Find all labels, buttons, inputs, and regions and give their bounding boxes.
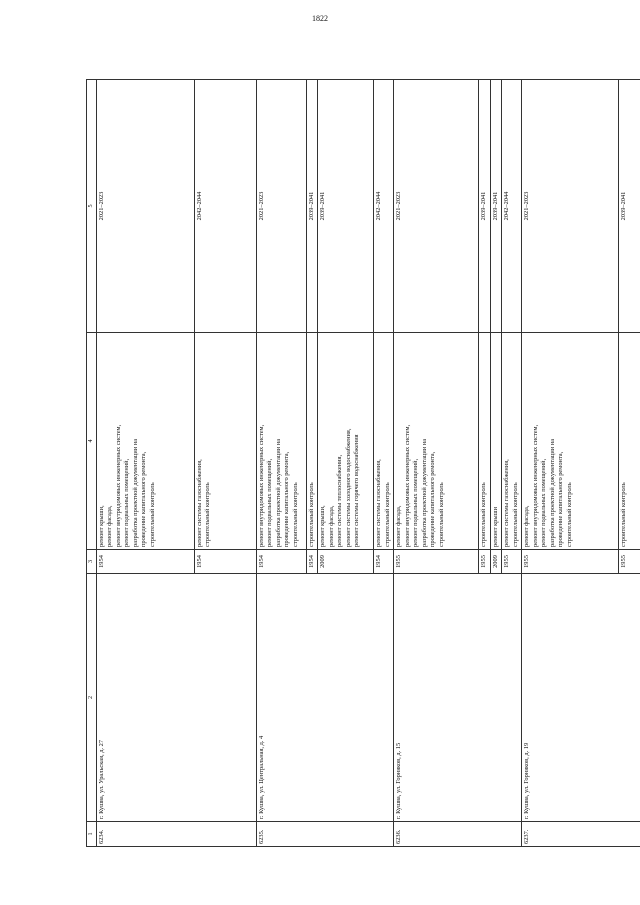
work-item: ремонт фасада,	[395, 505, 403, 547]
year-cell: 1955	[479, 550, 490, 574]
work-item: ремонт фасада,	[523, 505, 531, 547]
year-cell: 1955	[502, 550, 522, 574]
period-cell: 2039–2041	[619, 80, 640, 333]
year-cell: 1955	[522, 550, 619, 574]
page-number: 1822	[312, 14, 328, 23]
work-item: ремонт системы газоснабжения,	[196, 459, 203, 547]
works-cell	[257, 333, 307, 550]
work-item: строительный контроль	[308, 482, 315, 547]
period-cell: 2039–2041	[479, 80, 490, 333]
work-item: ремонт фасада,	[327, 505, 335, 547]
address-cell: г. Кушва, ул. Горняков, д. 15	[394, 574, 522, 822]
works-cell	[394, 333, 479, 550]
capital-repair-table	[86, 79, 640, 847]
header-cell: 3	[87, 550, 97, 574]
work-item: проведение капитального ремонта,	[140, 451, 148, 547]
work-item: разработка проектной документации на	[131, 438, 139, 547]
works-cell	[479, 333, 490, 550]
header-row	[87, 80, 97, 847]
work-item: ремонт системы холодного водоснабжения,	[344, 428, 352, 547]
work-item: ремонт внутридомовых инженерных систем,	[114, 424, 122, 547]
work-item: проведение капитального ремонта,	[283, 451, 291, 547]
year-cell: 2009	[490, 550, 501, 574]
work-item: ремонт крыши,	[319, 505, 327, 547]
work-item: строительный контроль	[511, 482, 519, 547]
table-row	[522, 80, 619, 847]
works-cell	[307, 333, 318, 550]
period-cell: 2021–2023	[257, 80, 307, 333]
row-number: 6234.	[97, 822, 257, 847]
header-cell: 5	[87, 80, 97, 333]
year-cell: 1954	[307, 550, 318, 574]
work-item: строительный контроль	[383, 482, 391, 547]
work-item: ремонт внутридомовых инженерных систем,	[258, 424, 265, 547]
work-item: ремонт внутридомовых инженерных систем,	[403, 424, 411, 547]
period-cell: 2021–2023	[394, 80, 479, 333]
works-cell	[318, 333, 374, 550]
work-item: ремонт подвальных помещений,	[412, 458, 420, 547]
table-row	[97, 80, 195, 847]
address-cell: г. Кушва, ул. Центральная, д. 4	[257, 574, 394, 822]
work-item: строительный контроль	[291, 482, 299, 547]
period-cell: 2021–2023	[522, 80, 619, 333]
work-item: строительный контроль	[148, 482, 156, 547]
work-item: ремонт фасада,	[106, 505, 114, 547]
work-item: разработка проектной документации на	[420, 438, 428, 547]
year-cell: 1954	[257, 550, 307, 574]
period-cell: 2021–2023	[97, 80, 195, 333]
work-item: проведение капитального ремонта,	[429, 451, 437, 547]
year-cell: 1955	[619, 550, 640, 574]
work-item: строительный контроль	[620, 482, 628, 547]
row-number: 6237.	[522, 822, 640, 847]
period-cell: 2039–2041	[490, 80, 501, 333]
year-cell: 1955	[394, 550, 479, 574]
header-cell: 4	[87, 333, 97, 550]
work-item: ремонт системы горячего водоснабжения	[353, 434, 361, 547]
work-item: разработка проектной документации на	[548, 438, 556, 547]
row-number: 6236.	[394, 822, 522, 847]
rotated-table-wrapper	[86, 80, 628, 847]
works-cell	[374, 333, 394, 550]
work-item: проведение капитального ремонта,	[557, 451, 565, 547]
period-cell: 2039–2041	[318, 80, 374, 333]
works-cell	[195, 333, 257, 550]
work-item: ремонт системы газоснабжения,	[503, 459, 511, 547]
table-row	[394, 80, 479, 847]
table-row	[257, 80, 307, 847]
address-cell: г. Кушва, ул. Горняков, д. 19	[522, 574, 640, 822]
works-cell	[490, 333, 501, 550]
work-item: строительный контроль	[204, 482, 212, 547]
period-cell: 2042–2044	[374, 80, 394, 333]
work-item: ремонт крыши	[491, 506, 499, 547]
work-item: строительный контроль	[480, 482, 488, 547]
work-item: разработка проектной документации на	[274, 438, 282, 547]
work-item: ремонт подвальных помещений,	[123, 458, 131, 547]
year-cell: 2009	[318, 550, 374, 574]
work-item: ремонт подвальных помещений,	[266, 458, 274, 547]
header-cell: 2	[87, 574, 97, 822]
header-cell: 1	[87, 822, 97, 847]
year-cell: 1954	[195, 550, 257, 574]
work-item: ремонт системы газоснабжения,	[375, 459, 383, 547]
work-item: строительный контроль	[565, 482, 573, 547]
row-number: 6235.	[257, 822, 394, 847]
works-cell	[619, 333, 640, 550]
work-item: ремонт крыши,	[98, 505, 105, 547]
period-cell: 2039–2041	[307, 80, 318, 333]
address-cell: г. Кушва, ул. Уральская, д. 27	[97, 574, 257, 822]
year-cell: 1954	[97, 550, 195, 574]
works-cell	[522, 333, 619, 550]
work-item: ремонт внутридомовых инженерных систем,	[531, 424, 539, 547]
works-cell	[97, 333, 195, 550]
period-cell: 2042–2044	[195, 80, 257, 333]
works-cell	[502, 333, 522, 550]
year-cell: 1954	[374, 550, 394, 574]
work-item: ремонт подвальных помещений,	[540, 458, 548, 547]
work-item: строительный контроль	[437, 482, 445, 547]
period-cell: 2042–2044	[502, 80, 522, 333]
work-item: ремонт системы теплоснабжения,	[336, 454, 344, 547]
